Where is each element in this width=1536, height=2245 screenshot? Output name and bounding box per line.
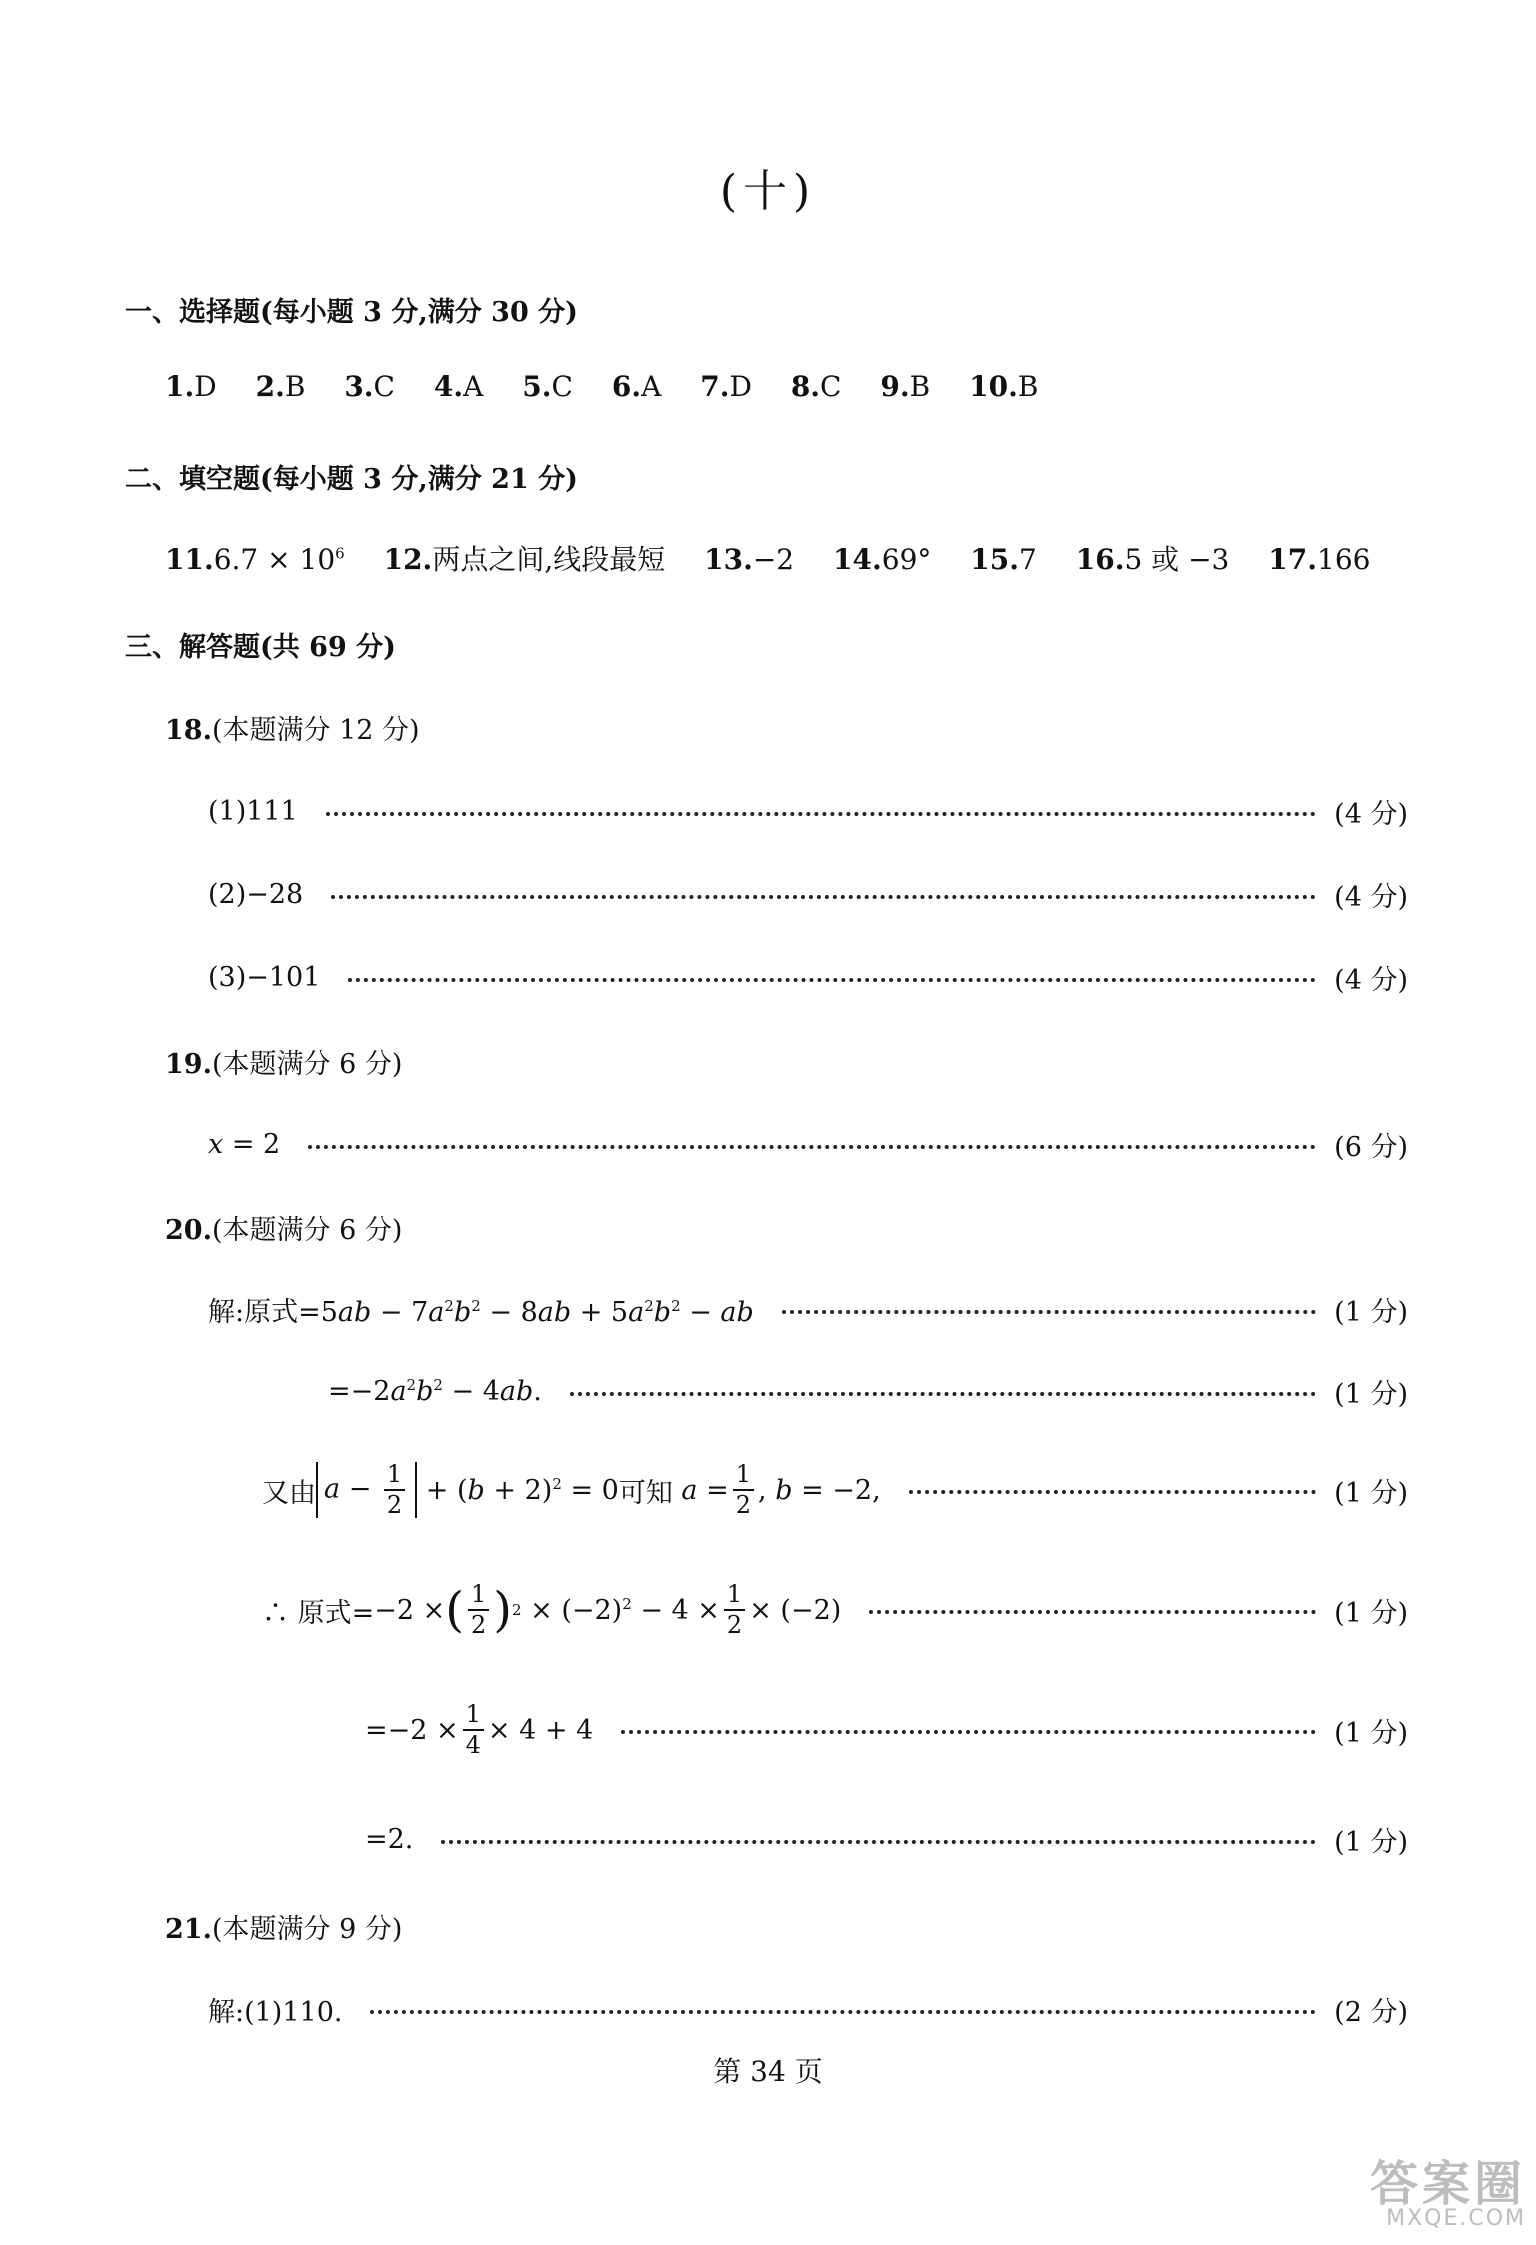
q18-line-1: (1)111 (4 分) bbox=[208, 796, 1408, 830]
section-fill-heading: 二、填空题(每小题 3 分,满分 21 分) bbox=[125, 464, 578, 495]
choice-item: 7.D bbox=[700, 370, 752, 403]
q20-heading: 20.(本题满分 6 分) bbox=[165, 1215, 403, 1246]
choice-answers bbox=[165, 370, 1068, 403]
leader-dots bbox=[570, 1392, 1316, 1396]
leader-dots bbox=[326, 812, 1316, 816]
leader-dots bbox=[909, 1490, 1317, 1494]
fill-item-17: 17.166 bbox=[1268, 543, 1371, 576]
choice-item: 4.A bbox=[433, 370, 484, 403]
q21-heading: 21.(本题满分 9 分) bbox=[165, 1914, 403, 1945]
page-title: (十) bbox=[719, 166, 817, 217]
choice-item: 8.C bbox=[790, 370, 842, 403]
leader-dots bbox=[370, 2010, 1316, 2014]
q20-line-3: 又由 a − $\frac{1}{2}$ + $(b + 2)^2 = 0$ 可知 a = $\frac{1}{2}$ , b = −2, (1 分) bbox=[262, 1460, 1408, 1520]
choice-item: 10.B bbox=[969, 370, 1039, 403]
leader-dots bbox=[331, 895, 1316, 899]
leader-dots bbox=[308, 1145, 1316, 1149]
choice-item: 9.B bbox=[880, 370, 931, 403]
page-number: 第 34 页 bbox=[713, 2055, 823, 2088]
q20-line-5: = −2 × $\frac{1}{4}$ × 4 + 4 (1 分) bbox=[365, 1700, 1408, 1760]
q19-heading: 19.(本题满分 6 分) bbox=[165, 1049, 403, 1080]
leader-dots bbox=[869, 1610, 1316, 1614]
fill-item-15: 15.7 bbox=[970, 543, 1037, 576]
section-solve-heading: 三、解答题(共 69 分) bbox=[125, 632, 396, 663]
q20-line-1: 解:原式$=5ab - 7a^2b^2 - 8ab + 5a^2b^2$ − ab (1 分) bbox=[208, 1297, 1408, 1328]
choice-item: 1.D bbox=[165, 370, 217, 403]
q20-line-6: =2. (1 分) bbox=[365, 1824, 1408, 1858]
fill-item-16: 16.5 或 −3 bbox=[1075, 543, 1230, 576]
leader-dots bbox=[348, 978, 1316, 982]
leader-dots bbox=[441, 1840, 1316, 1844]
choice-item: 5.C bbox=[522, 370, 573, 403]
q18-line-3: (3)−101 (4 分) bbox=[208, 962, 1408, 996]
q21-line-1: 解:(1)110. (2 分) bbox=[208, 1997, 1408, 2028]
fill-item-13: 13.−2 bbox=[704, 543, 795, 576]
q20-line-4: ∴ 原式= −2 × ( $\frac{1}{2}$ ) 2 × $(-2)^2 - 4$ × $\frac{1}{2}$ × (−2) (1 分) bbox=[262, 1580, 1408, 1640]
leader-dots bbox=[782, 1310, 1316, 1314]
fill-item-12: 12.两点之间,线段最短 bbox=[383, 543, 666, 576]
choice-item: 6.A bbox=[611, 370, 662, 403]
q18-line-2: (2)−28 (4 分) bbox=[208, 879, 1408, 913]
q19-line: x = 2 (6 分) bbox=[208, 1129, 1408, 1163]
q18-heading: 18.(本题满分 12 分) bbox=[165, 715, 420, 746]
fill-item-11: $11.6.7 \times 10^6$ bbox=[165, 543, 345, 576]
fill-answers bbox=[165, 538, 1400, 578]
absolute-value: a − $\frac{1}{2}$ bbox=[316, 1462, 417, 1518]
choice-item: 3.C bbox=[344, 370, 395, 403]
choice-item: 2.B bbox=[255, 370, 306, 403]
watermark-logo: 答案圈 MXQE.COM bbox=[1369, 2156, 1526, 2231]
fill-item-14: 14.69° bbox=[833, 543, 932, 576]
q20-line-2: $=-2a^2b^2 - 4ab$. (1 分) bbox=[328, 1376, 1408, 1410]
section-choice-heading: 一、选择题(每小题 3 分,满分 30 分) bbox=[125, 297, 578, 328]
leader-dots bbox=[621, 1730, 1316, 1734]
